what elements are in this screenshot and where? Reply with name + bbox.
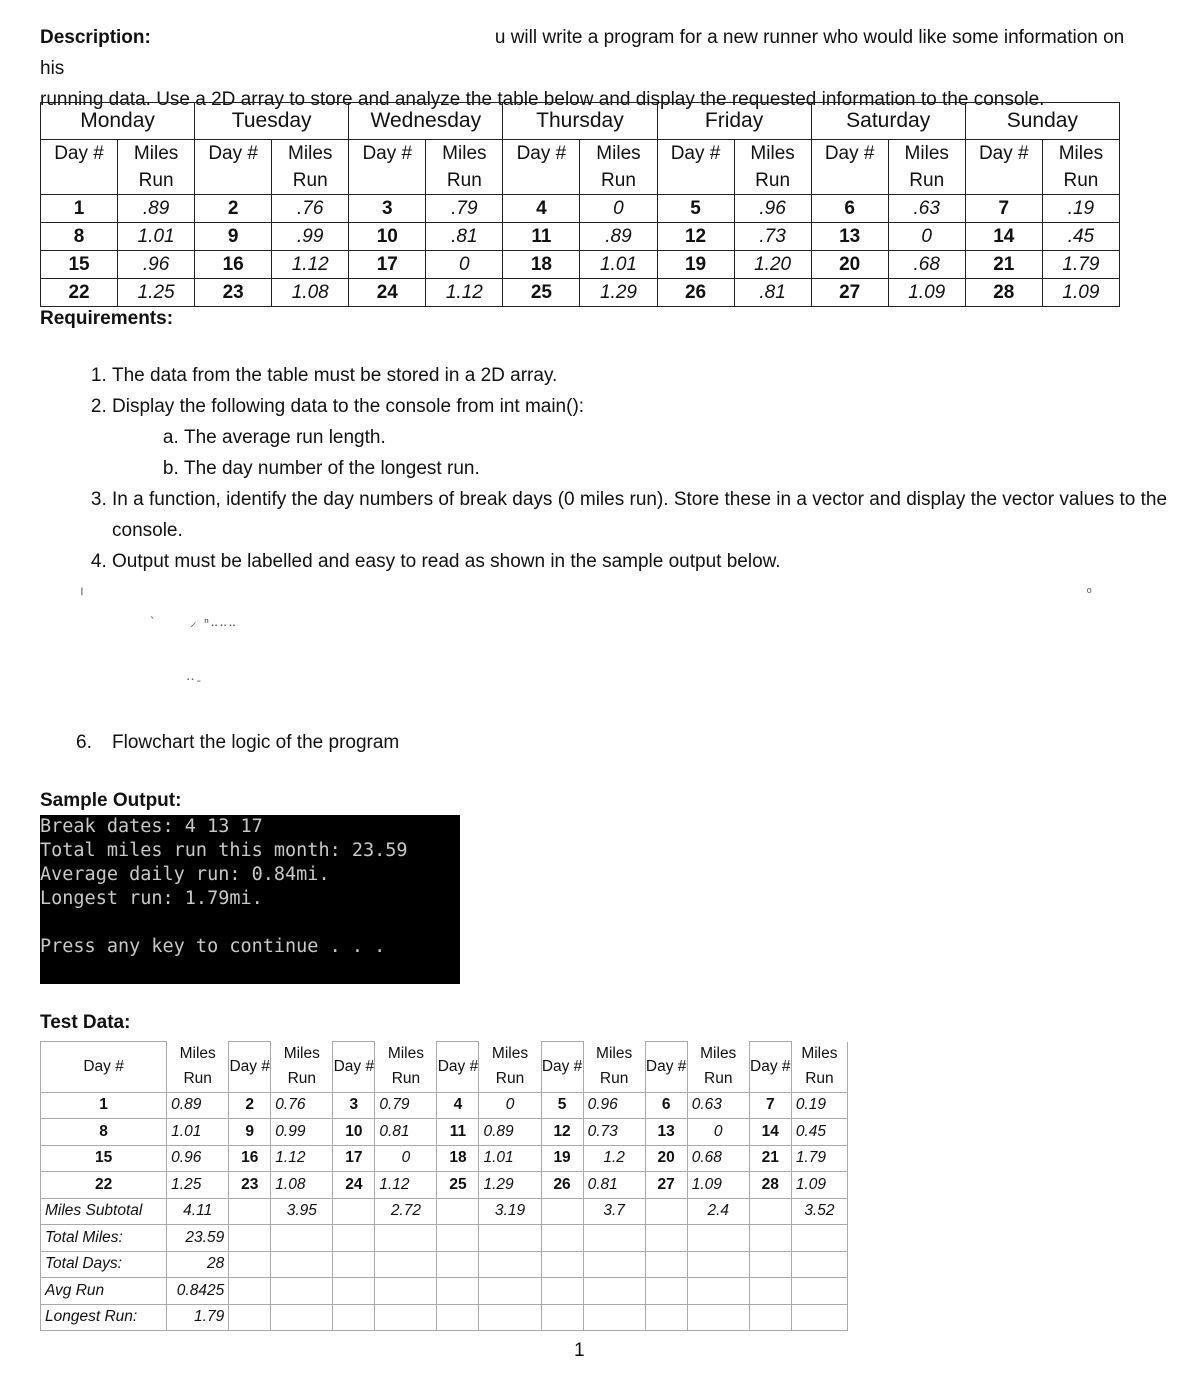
- miles-cell: 0.99: [271, 1119, 333, 1146]
- col-miles-header: Miles: [167, 1042, 229, 1067]
- empty-cell: [583, 1304, 645, 1331]
- day-number-cell: 4: [437, 1092, 479, 1119]
- empty-cell: [437, 1225, 479, 1252]
- table-row: [41, 1092, 848, 1119]
- empty-cell: [687, 1251, 749, 1278]
- miles-cell: .63: [888, 195, 965, 223]
- day-number-cell: 17: [333, 1145, 375, 1172]
- day-number-cell: 16: [229, 1145, 271, 1172]
- empty-cell: [229, 1304, 271, 1331]
- empty-cell: [541, 1225, 583, 1252]
- day-number-cell: 20: [645, 1145, 687, 1172]
- day-number-cell: 19: [541, 1145, 583, 1172]
- day-number-cell: 6: [811, 195, 888, 223]
- day-number-cell: 1: [41, 195, 118, 223]
- col-run-header: Run: [272, 167, 349, 195]
- miles-cell: 1.12: [426, 279, 503, 307]
- day-number-cell: 27: [811, 279, 888, 307]
- total-days-label: Total Days:: [41, 1251, 167, 1278]
- day-number-cell: 19: [657, 251, 734, 279]
- day-number-cell: 6: [645, 1092, 687, 1119]
- col-day-header-blank: [195, 167, 272, 195]
- day-number-cell: 15: [41, 251, 118, 279]
- col-day-header: Day #: [437, 1042, 479, 1093]
- requirement-1: 1. The data from the table must be stored in a 2D array.: [112, 360, 1180, 391]
- col-miles-header: Miles: [375, 1042, 437, 1067]
- weekday-header: Thursday: [503, 103, 657, 140]
- table-row: [41, 1145, 848, 1172]
- empty-cell: [375, 1278, 437, 1305]
- column-header-row: [41, 167, 1120, 195]
- day-number-cell: 8: [41, 1119, 167, 1146]
- requirement-3: 3. In a function, identify the day numbers of break days (0 miles run). Store these in a vector and display the vector values to the console.: [112, 484, 1180, 546]
- empty-cell: [749, 1304, 791, 1331]
- column-header-row: [41, 140, 1120, 168]
- test-header-row: [41, 1042, 848, 1067]
- empty-cell: [687, 1225, 749, 1252]
- day-number-cell: 28: [965, 279, 1042, 307]
- col-miles-header: Miles: [791, 1042, 847, 1067]
- col-day-header: Day #: [657, 140, 734, 168]
- table-row: [41, 223, 1120, 251]
- miles-cell: 0.96: [583, 1092, 645, 1119]
- empty-cell: [375, 1304, 437, 1331]
- empty-cell: [541, 1198, 583, 1225]
- empty-cell: [479, 1304, 541, 1331]
- empty-cell: [645, 1251, 687, 1278]
- day-number-cell: 7: [965, 195, 1042, 223]
- miles-cell: 1.29: [479, 1172, 541, 1199]
- day-number-cell: 12: [541, 1119, 583, 1146]
- col-day-header: Day #: [41, 1042, 167, 1093]
- weekday-header-row: [41, 103, 1120, 140]
- day-number-cell: 24: [333, 1172, 375, 1199]
- total-days-value: 28: [167, 1251, 229, 1278]
- table-row: [41, 195, 1120, 223]
- miles-cell: .76: [272, 195, 349, 223]
- col-miles-header: Miles: [687, 1042, 749, 1067]
- requirement-4: 4. Output must be labelled and easy to read as shown in the sample output below.: [112, 546, 1180, 577]
- requirement-2b: b. The day number of the longest run.: [184, 453, 1180, 484]
- col-miles-header: Miles: [734, 140, 811, 168]
- col-day-header: Day #: [503, 140, 580, 168]
- miles-cell: 0: [426, 251, 503, 279]
- day-number-cell: 11: [437, 1119, 479, 1146]
- empty-cell: [333, 1225, 375, 1252]
- empty-cell: [333, 1278, 375, 1305]
- miles-cell: .73: [734, 223, 811, 251]
- miles-cell: .89: [580, 223, 657, 251]
- col-run-header: Run: [580, 167, 657, 195]
- empty-cell: [645, 1225, 687, 1252]
- day-number-cell: 23: [229, 1172, 271, 1199]
- miles-cell: 0.89: [479, 1119, 541, 1146]
- day-number-cell: 22: [41, 279, 118, 307]
- day-number-cell: 23: [195, 279, 272, 307]
- day-number-cell: 14: [749, 1119, 791, 1146]
- col-run-header: Run: [583, 1067, 645, 1093]
- miles-cell: .96: [118, 251, 195, 279]
- requirements-list: [40, 360, 1180, 577]
- empty-cell: [437, 1304, 479, 1331]
- col-run-header: Run: [888, 167, 965, 195]
- miles-cell: 1.08: [271, 1172, 333, 1199]
- total-miles-value: 23.59: [167, 1225, 229, 1252]
- empty-cell: [437, 1278, 479, 1305]
- day-number-cell: 18: [503, 251, 580, 279]
- miles-cell: 1.01: [479, 1145, 541, 1172]
- day-number-cell: 11: [503, 223, 580, 251]
- longest-run-label: Longest Run:: [41, 1304, 167, 1331]
- day-number-cell: 2: [195, 195, 272, 223]
- day-number-cell: 5: [657, 195, 734, 223]
- longest-run-value: 1.79: [167, 1304, 229, 1331]
- day-number-cell: 10: [333, 1119, 375, 1146]
- miles-cell: 1.2: [583, 1145, 645, 1172]
- console-line: [40, 911, 460, 935]
- col-miles-header: Miles: [426, 140, 503, 168]
- col-run-header: Run: [734, 167, 811, 195]
- day-number-cell: 9: [229, 1119, 271, 1146]
- col-run-header: Run: [375, 1067, 437, 1093]
- subtotal-value: 2.4: [687, 1198, 749, 1225]
- day-number-cell: 2: [229, 1092, 271, 1119]
- empty-cell: [375, 1225, 437, 1252]
- empty-cell: [791, 1278, 847, 1305]
- empty-cell: [229, 1278, 271, 1305]
- empty-cell: [479, 1225, 541, 1252]
- subtotal-value: 2.72: [375, 1198, 437, 1225]
- empty-cell: [583, 1225, 645, 1252]
- miles-cell: 0: [580, 195, 657, 223]
- day-number-cell: 5: [541, 1092, 583, 1119]
- subtotal-row: [41, 1198, 848, 1225]
- empty-cell: [333, 1304, 375, 1331]
- col-day-header-blank: [503, 167, 580, 195]
- empty-cell: [541, 1304, 583, 1331]
- table-row: [41, 1119, 848, 1146]
- col-miles-header: Miles: [271, 1042, 333, 1067]
- subtotal-value: 3.7: [583, 1198, 645, 1225]
- col-run-header: Run: [1042, 167, 1119, 195]
- redacted-mark: ` ⸝ ⁿ‥‥‥: [150, 614, 238, 629]
- requirement-6: 6. Flowchart the logic of the program: [76, 732, 400, 753]
- empty-cell: [541, 1278, 583, 1305]
- empty-cell: [687, 1278, 749, 1305]
- day-number-cell: 3: [333, 1092, 375, 1119]
- empty-cell: [687, 1304, 749, 1331]
- redacted-mark: ╷ ₒ: [78, 580, 1094, 595]
- col-miles-header: Miles: [118, 140, 195, 168]
- subtotal-label: Miles Subtotal: [41, 1198, 167, 1225]
- table-row: [41, 1172, 848, 1199]
- col-miles-header: Miles: [580, 140, 657, 168]
- empty-cell: [479, 1278, 541, 1305]
- miles-cell: .68: [888, 251, 965, 279]
- col-miles-header: Miles: [272, 140, 349, 168]
- miles-cell: .19: [1042, 195, 1119, 223]
- empty-cell: [271, 1278, 333, 1305]
- description-line1: u will write a program for a new runner who would like some information on his: [40, 27, 1125, 79]
- day-number-cell: 14: [965, 223, 1042, 251]
- miles-cell: 0.96: [167, 1145, 229, 1172]
- col-day-header: Day #: [41, 140, 118, 168]
- miles-cell: .81: [426, 223, 503, 251]
- requirement-2: 2. Display the following data to the console from int main(): a. The average run length. b. The day number of the longest run.: [112, 391, 1180, 484]
- col-day-header: Day #: [541, 1042, 583, 1093]
- empty-cell: [479, 1251, 541, 1278]
- col-run-header: Run: [271, 1067, 333, 1093]
- miles-cell: .81: [734, 279, 811, 307]
- summary-row: [41, 1304, 848, 1331]
- requirement-2a: a. The average run length.: [184, 422, 1180, 453]
- empty-cell: [229, 1251, 271, 1278]
- avg-run-label: Avg Run: [41, 1278, 167, 1305]
- day-number-cell: 28: [749, 1172, 791, 1199]
- col-day-header: Day #: [645, 1042, 687, 1093]
- sample-output-title: Sample Output:: [40, 790, 182, 811]
- console-line: Average daily run: 0.84mi.: [40, 864, 330, 885]
- subtotal-value: 3.95: [271, 1198, 333, 1225]
- miles-cell: 1.79: [1042, 251, 1119, 279]
- empty-cell: [333, 1198, 375, 1225]
- subtotal-value: 3.19: [479, 1198, 541, 1225]
- empty-cell: [645, 1278, 687, 1305]
- col-run-header: Run: [167, 1067, 229, 1093]
- col-run-header: Run: [426, 167, 503, 195]
- console-window: [40, 815, 460, 984]
- requirements-title: Requirements:: [40, 308, 174, 329]
- weekday-header: Wednesday: [349, 103, 503, 140]
- page-number: 1: [574, 1340, 585, 1361]
- col-miles-header: Miles: [1042, 140, 1119, 168]
- empty-cell: [375, 1251, 437, 1278]
- day-number-cell: 18: [437, 1145, 479, 1172]
- miles-cell: .89: [118, 195, 195, 223]
- weekday-header: Tuesday: [195, 103, 349, 140]
- col-run-header: Run: [479, 1067, 541, 1093]
- miles-cell: 0: [888, 223, 965, 251]
- day-number-cell: 8: [41, 223, 118, 251]
- miles-cell: 0.45: [791, 1119, 847, 1146]
- col-run-header: Run: [687, 1067, 749, 1093]
- day-number-cell: 13: [645, 1119, 687, 1146]
- day-number-cell: 21: [749, 1145, 791, 1172]
- empty-cell: [437, 1251, 479, 1278]
- day-number-cell: 22: [41, 1172, 167, 1199]
- miles-cell: 0: [375, 1145, 437, 1172]
- miles-cell: 0.73: [583, 1119, 645, 1146]
- day-number-cell: 3: [349, 195, 426, 223]
- miles-cell: 0: [479, 1092, 541, 1119]
- miles-cell: .99: [272, 223, 349, 251]
- col-miles-header: Miles: [583, 1042, 645, 1067]
- miles-cell: 1.20: [734, 251, 811, 279]
- miles-cell: 1.01: [580, 251, 657, 279]
- empty-cell: [749, 1278, 791, 1305]
- test-data-table: [40, 1041, 848, 1331]
- console-line: Press any key to continue . . .: [40, 936, 386, 957]
- col-day-header-blank: [657, 167, 734, 195]
- col-run-header: Run: [118, 167, 195, 195]
- console-line: Total miles run this month: 23.59: [40, 840, 408, 861]
- col-miles-header: Miles: [888, 140, 965, 168]
- miles-cell: 1.25: [167, 1172, 229, 1199]
- miles-cell: 1.12: [272, 251, 349, 279]
- miles-cell: 1.09: [687, 1172, 749, 1199]
- col-day-header-blank: [811, 167, 888, 195]
- weekday-header: Sunday: [965, 103, 1119, 140]
- subtotal-value: 4.11: [167, 1198, 229, 1225]
- console-line: Break dates: 4 13 17: [40, 816, 263, 837]
- col-day-header: Day #: [965, 140, 1042, 168]
- day-number-cell: 10: [349, 223, 426, 251]
- empty-cell: [229, 1198, 271, 1225]
- day-number-cell: 13: [811, 223, 888, 251]
- col-day-header: Day #: [811, 140, 888, 168]
- weekday-header: Friday: [657, 103, 811, 140]
- col-day-header: Day #: [195, 140, 272, 168]
- day-number-cell: 27: [645, 1172, 687, 1199]
- empty-cell: [583, 1278, 645, 1305]
- miles-cell: 0.81: [375, 1119, 437, 1146]
- miles-cell: .45: [1042, 223, 1119, 251]
- col-day-header-blank: [349, 167, 426, 195]
- avg-run-value: 0.8425: [167, 1278, 229, 1305]
- day-number-cell: 24: [349, 279, 426, 307]
- day-number-cell: 1: [41, 1092, 167, 1119]
- console-line: Longest run: 1.79mi.: [40, 888, 263, 909]
- col-day-header: Day #: [349, 140, 426, 168]
- col-day-header: Day #: [749, 1042, 791, 1093]
- table-row: [41, 279, 1120, 307]
- day-number-cell: 25: [437, 1172, 479, 1199]
- empty-cell: [333, 1251, 375, 1278]
- day-number-cell: 21: [965, 251, 1042, 279]
- empty-cell: [791, 1251, 847, 1278]
- subtotal-value: 3.52: [791, 1198, 847, 1225]
- empty-cell: [749, 1225, 791, 1252]
- empty-cell: [749, 1198, 791, 1225]
- miles-cell: 0.68: [687, 1145, 749, 1172]
- miles-cell: 1.01: [118, 223, 195, 251]
- empty-cell: [541, 1251, 583, 1278]
- empty-cell: [749, 1251, 791, 1278]
- empty-cell: [583, 1251, 645, 1278]
- miles-cell: 1.12: [375, 1172, 437, 1199]
- weekday-header: Saturday: [811, 103, 965, 140]
- col-miles-header: Miles: [479, 1042, 541, 1067]
- miles-cell: 1.09: [1042, 279, 1119, 307]
- miles-cell: 1.08: [272, 279, 349, 307]
- summary-row: [41, 1225, 848, 1252]
- miles-cell: 0.76: [271, 1092, 333, 1119]
- empty-cell: [271, 1304, 333, 1331]
- col-day-header-blank: [965, 167, 1042, 195]
- table-row: [41, 251, 1120, 279]
- running-data-table: [40, 102, 1120, 307]
- empty-cell: [645, 1198, 687, 1225]
- col-day-header: Day #: [333, 1042, 375, 1093]
- miles-cell: 0.19: [791, 1092, 847, 1119]
- miles-cell: .96: [734, 195, 811, 223]
- miles-cell: 1.79: [791, 1145, 847, 1172]
- miles-cell: 1.09: [791, 1172, 847, 1199]
- miles-cell: .79: [426, 195, 503, 223]
- empty-cell: [791, 1225, 847, 1252]
- miles-cell: 0.89: [167, 1092, 229, 1119]
- miles-cell: 1.29: [580, 279, 657, 307]
- day-number-cell: 4: [503, 195, 580, 223]
- empty-cell: [271, 1251, 333, 1278]
- day-number-cell: 20: [811, 251, 888, 279]
- miles-cell: 0.81: [583, 1172, 645, 1199]
- summary-row: [41, 1251, 848, 1278]
- miles-cell: 0.63: [687, 1092, 749, 1119]
- day-number-cell: 7: [749, 1092, 791, 1119]
- day-number-cell: 12: [657, 223, 734, 251]
- miles-cell: 1.09: [888, 279, 965, 307]
- empty-cell: [791, 1304, 847, 1331]
- miles-cell: 1.01: [167, 1119, 229, 1146]
- day-number-cell: 9: [195, 223, 272, 251]
- empty-cell: [271, 1225, 333, 1252]
- description-line2: running data. Use a 2D array to store and analyze the table below and display the requested information to the console.: [40, 89, 1045, 110]
- day-number-cell: 17: [349, 251, 426, 279]
- col-day-header-blank: [41, 167, 118, 195]
- test-data-title: Test Data:: [40, 1012, 131, 1033]
- day-number-cell: 26: [541, 1172, 583, 1199]
- empty-cell: [437, 1198, 479, 1225]
- empty-cell: [229, 1225, 271, 1252]
- empty-cell: [645, 1304, 687, 1331]
- miles-cell: 1.25: [118, 279, 195, 307]
- miles-cell: 0.79: [375, 1092, 437, 1119]
- redacted-mark: ‥ˍ: [186, 668, 204, 683]
- miles-cell: 0: [687, 1119, 749, 1146]
- miles-cell: 1.12: [271, 1145, 333, 1172]
- weekday-header: Monday: [41, 103, 195, 140]
- day-number-cell: 25: [503, 279, 580, 307]
- day-number-cell: 26: [657, 279, 734, 307]
- col-run-header: Run: [791, 1067, 847, 1093]
- day-number-cell: 15: [41, 1145, 167, 1172]
- description-label: Description:: [40, 27, 151, 48]
- day-number-cell: 16: [195, 251, 272, 279]
- total-miles-label: Total Miles:: [41, 1225, 167, 1252]
- col-day-header: Day #: [229, 1042, 271, 1093]
- summary-row: [41, 1278, 848, 1305]
